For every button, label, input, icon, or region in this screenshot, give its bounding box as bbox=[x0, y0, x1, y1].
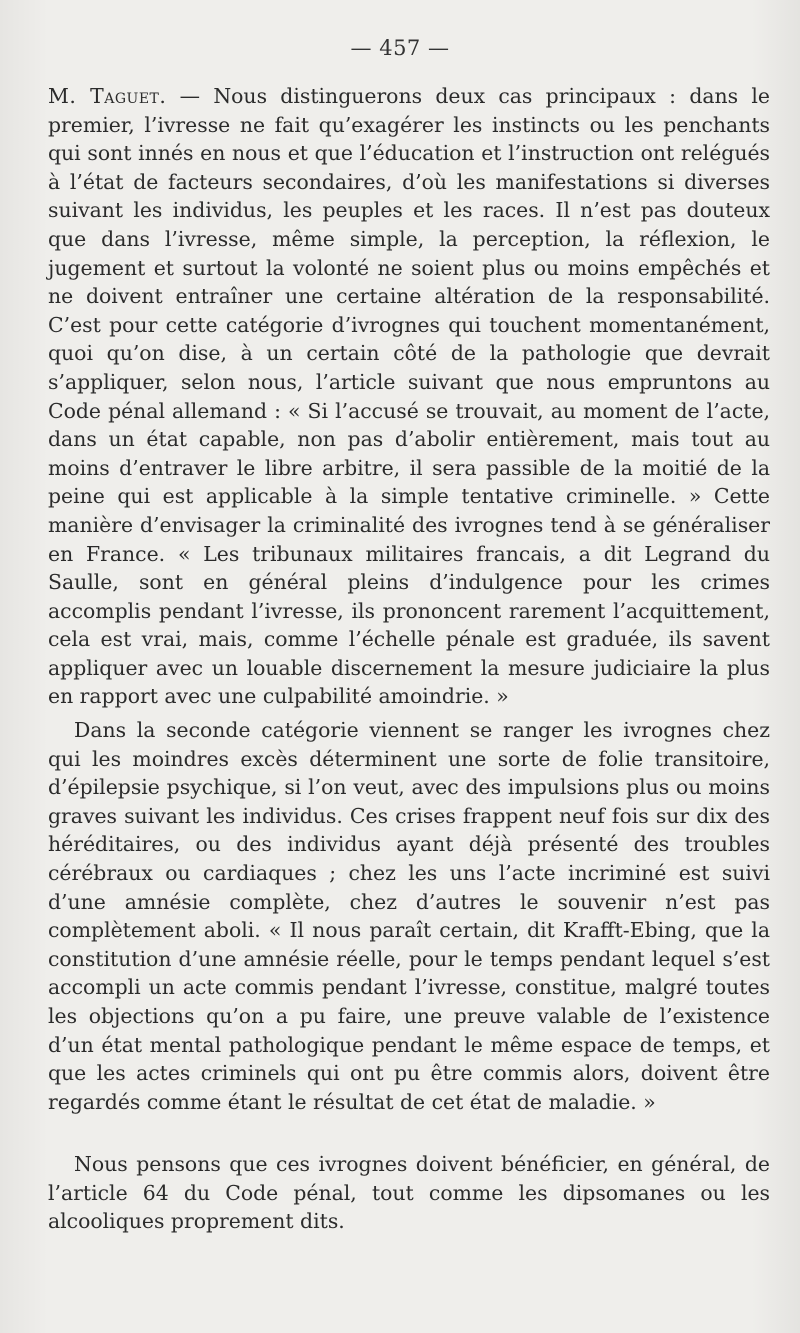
paragraph-2-text: Dans la seconde catégorie viennent se ranger les ivrognes chez qui les moindres excès déterminent une sorte de folie transitoire, d’épilepsie psychique, si l’on veut, avec des impulsions plus ou moins graves suivant les individus. Ces crises frappent neuf fois sur dix des héréditaires, ou des individus ayant déjà présenté des troubles cérébraux ou cardiaques ; chez les uns l’acte incriminé est suivi d’une amnésie complète, chez d’autres le souvenir n’est pas complètement aboli. « Il nous paraît certain, dit Krafft-Ebing, que la constitution d’une amnésie réelle, pour le temps pendant lequel s’est accompli un acte commis pendant l’ivresse, constitue, malgré toutes les objections qu’on a pu faire, une preuve valable de l’existence d’un état mental pathologique pendant le même espace de temps, et que les actes criminels qui ont pu être commis alors, doivent être regardés comme étant le résultat de cet état de maladie. » bbox=[48, 718, 770, 1114]
paragraph-1 bbox=[48, 82, 770, 711]
paragraph-1-body: — Nous distinguerons deux cas principaux : dans le premier, l’ivresse ne fait qu’exagérer les instincts ou les penchants qui sont innés en nous et que l’éducation et l’instruction ont relégués à l’état de facteurs secondaires, d’où les manifestations si diverses suivant les individus, les peuples et les races. Il n’est pas douteux que dans l’ivresse, même simple, la perception, la réflexion, le jugement et surtout la volonté ne soient plus ou moins empêchés et ne doivent entraîner une certaine altération de la responsabilité. C’est pour cette catégorie d’ivrognes qui touchent momentanément, quoi qu’on dise, à un certain côté de la pathologie que devrait s’appliquer, selon nous, l’article suivant que nous empruntons au Code pénal allemand : « Si l’accusé se trouvait, au moment de l’acte, dans un état capable, non pas d’abolir entièrement, mais tout au moins d’entraver le libre arbitre, il sera passible de la moitié de la peine qui est applicable à la simple tentative criminelle. » Cette manière d’envisager la criminalité des ivrognes tend à se généraliser en France. « Les tribunaux militaires francais, a dit Legrand du Saulle, sont en général pleins d’indulgence pour les crimes accomplis pendant l’ivresse, ils prononcent rarement l’acquittement, cela est vrai, mais, comme l’échelle pénale est graduée, ils savent appliquer avec un louable discernement la mesure judiciaire la plus en rapport avec une culpabilité amoindrie. » bbox=[48, 84, 770, 709]
paragraph-2 bbox=[48, 716, 770, 1116]
paragraph-1-text bbox=[48, 82, 770, 711]
speaker-name: M. Taguet. bbox=[48, 84, 167, 108]
paragraph-3-text: Nous pensons que ces ivrognes doivent bénéficier, en général, de l’article 64 du Code pénal, tout comme les dipsomanes ou les alcooliques proprement dits. bbox=[48, 1152, 770, 1234]
page-number: — 457 — bbox=[350, 36, 450, 60]
paragraph-3 bbox=[48, 1150, 770, 1236]
